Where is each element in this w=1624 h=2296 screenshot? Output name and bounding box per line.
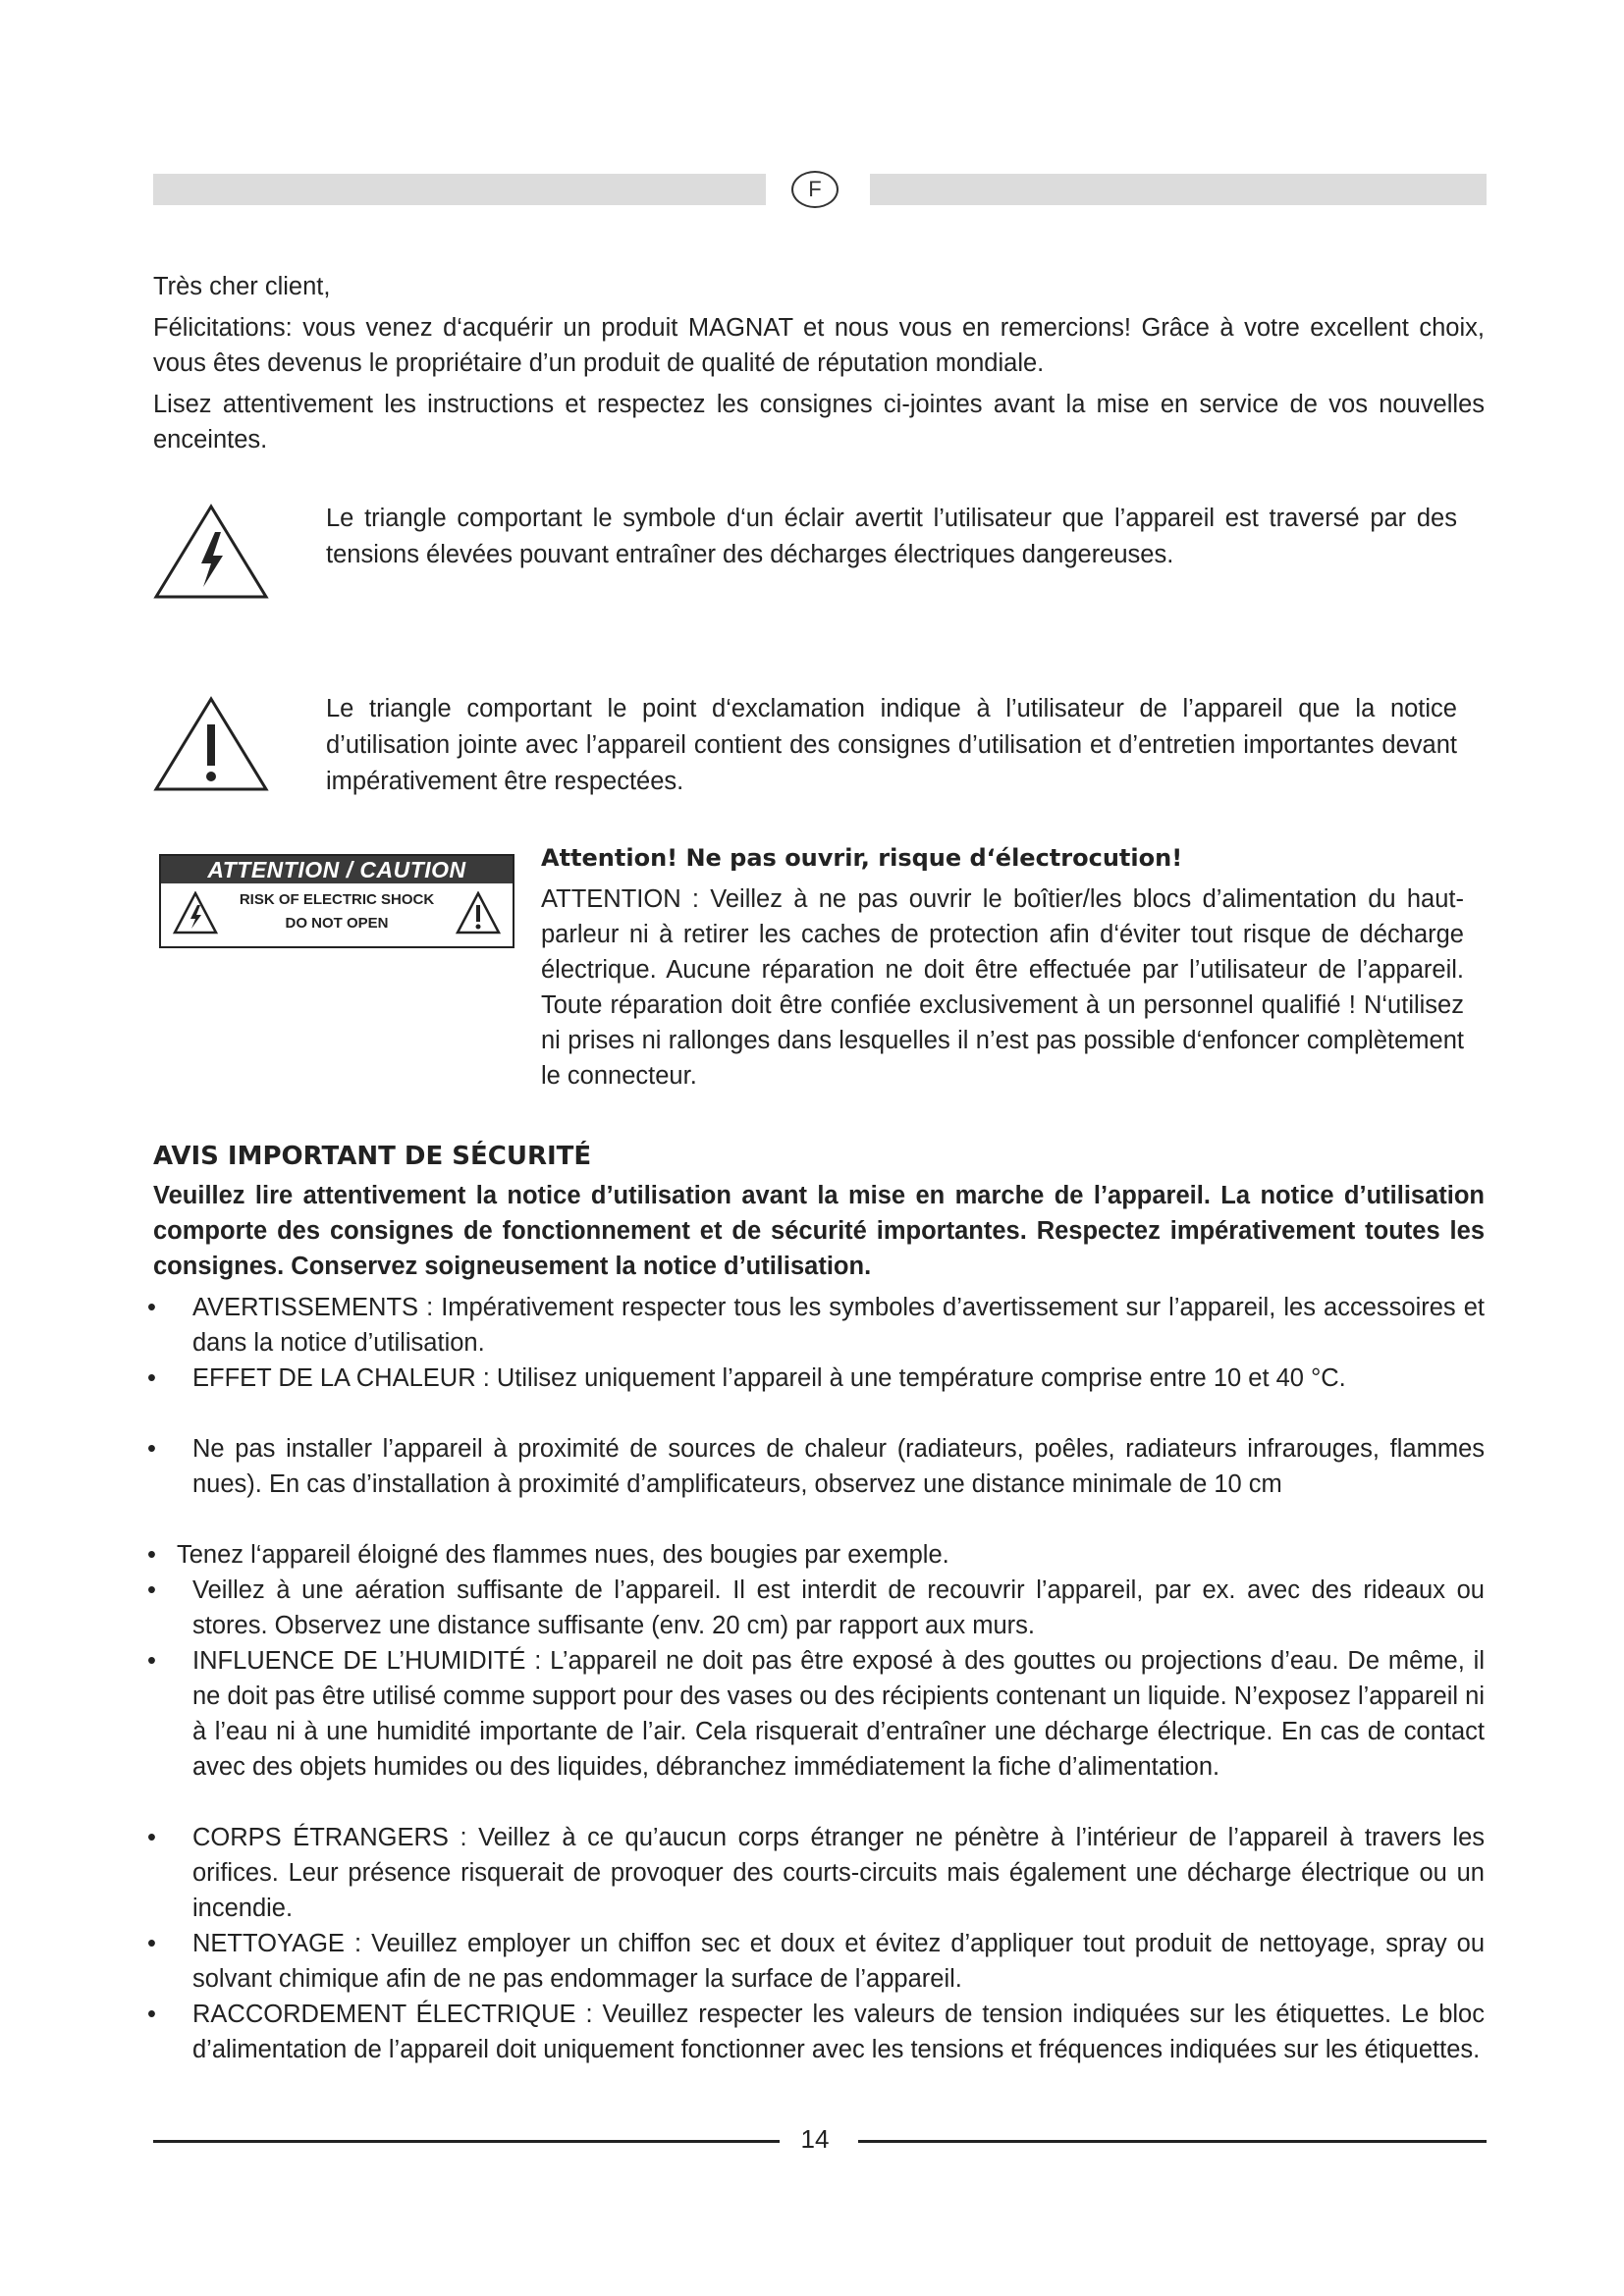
bullet-9: • xyxy=(147,2001,156,2028)
exclamation-warning-text: Le triangle comportant le point d‘exclamation indique à l’utilisateur de l’appareil que la notice d’utilisation jointe avec l’appareil contient des consignes d’utilisation et d’entretien importantes devant impérativement être respectées. xyxy=(326,695,1457,795)
safety-item-1-text: AVERTISSEMENTS : Impérativement respecter tous les symboles d’avertissement sur l’appareil, les accessoires et dans la notice d’utilisation. xyxy=(192,1294,1485,1357)
bullet-3: • xyxy=(147,1435,156,1463)
bullet-1: • xyxy=(147,1294,156,1321)
safety-item-3 xyxy=(147,1431,1485,1502)
safety-item-4-text: Tenez l‘appareil éloigné des flammes nues, des bougies par exemple. xyxy=(177,1541,949,1569)
safety-heading: AVIS IMPORTANT DE SÉCURITÉ xyxy=(153,1142,592,1171)
lightning-warning-icon xyxy=(152,503,270,601)
page-number: 14 xyxy=(800,2124,830,2154)
safety-item-3-text: Ne pas installer l’appareil à proximité de sources de chaleur (radiateurs, poêles, radiateurs infrarouges, flammes nues). En cas d’installation à proximité d’amplificateurs, observez une distance minimale de 10 cm xyxy=(192,1435,1485,1498)
safety-item-6-text: INFLUENCE DE L’HUMIDITÉ : L’appareil ne doit pas être exposé à des gouttes ou projections d’eau. De même, il ne doit pas être utilisé comme support pour des vases ou des récipients contenant un liquide. N’exposez l’appareil ni à l’eau ni à une humidité importante de l’air. Cela risquerait d’entraîner une décharge électrique. En cas de contact avec des objets humides ou des liquides, débranchez immédiatement la fiche d’alimentation. xyxy=(192,1647,1485,1781)
caution-lightning-icon xyxy=(173,891,218,936)
bullet-4: • xyxy=(147,1541,156,1569)
bullet-7: • xyxy=(147,1824,156,1851)
caution-body-text: ATTENTION : Veillez à ne pas ouvrir le boîtier/les blocs d’alimentation du haut-parleur ni à retirer les caches de protection afin d‘éviter tout risque de décharge électrique. Aucune réparation ne doit être effectuée par l’utilisateur de l’appareil. Toute réparation doit être confiée exclusivement à un personnel qualifié ! N‘utilisez ni prises ni rallonges dans lesquelles il n’est pas possible d‘enfoncer complètement le connecteur. xyxy=(541,885,1464,1090)
intro-paragraph-1: Félicitations: vous venez d‘acquérir un produit MAGNAT et nous vous en remercions! Grâce à votre excellent choix, vous êtes devenus le propriétaire d’un produit de qualité de réputation mondiale. xyxy=(153,314,1485,377)
footer-line-left xyxy=(153,2140,780,2143)
safety-item-5-text: Veillez à une aération suffisante de l’appareil. Il est interdit de recouvrir l’appareil, par ex. avec des rideaux ou stores. Observez une distance suffisante (env. 20 cm) par rapport aux murs. xyxy=(192,1576,1485,1639)
bullet-6: • xyxy=(147,1647,156,1675)
safety-item-7-text: CORPS ÉTRANGERS : Veillez à ce qu’aucun corps étranger ne pénètre à l’intérieur de l’appareil à travers les orifices. Leur présence risquerait de provoquer des courts-circuits mais également une décharge électrique ou un incendie. xyxy=(192,1824,1485,1922)
greeting: Très cher client, xyxy=(153,273,331,300)
lightning-warning-text: Le triangle comportant le symbole d‘un éclair avertit l’utilisateur que l’appareil est traversé par des tensions élevées pouvant entraîner des décharges électriques dangereuses. xyxy=(326,505,1457,568)
exclamation-warning-icon xyxy=(152,695,270,793)
safety-item-7 xyxy=(147,1820,1485,1926)
language-badge xyxy=(791,171,839,208)
caution-label-header: ATTENTION / CAUTION xyxy=(161,856,513,883)
bullet-2: • xyxy=(147,1364,156,1392)
safety-item-9 xyxy=(147,1997,1485,2067)
safety-item-2-text: EFFET DE LA CHALEUR : Utilisez uniquement l’appareil à une température comprise entre 10 et 40 °C. xyxy=(192,1364,1346,1392)
safety-item-5 xyxy=(147,1573,1485,1643)
caution-label-line-1: RISK OF ELECTRIC SHOCK xyxy=(239,891,435,908)
safety-intro: Veuillez lire attentivement la notice d’utilisation avant la mise en marche de l’appareil. La notice d’utilisation comporte des consignes de fonctionnement et de sécurité importantes. Respectez impérativement toutes les consignes. Conservez soigneusement la notice d’utilisation. xyxy=(153,1182,1485,1280)
safety-item-2 xyxy=(147,1361,1485,1396)
caution-label-line-2: DO NOT OPEN xyxy=(285,915,389,932)
bullet-8: • xyxy=(147,1930,156,1957)
safety-item-4 xyxy=(147,1537,1485,1573)
safety-item-1 xyxy=(147,1290,1485,1361)
intro-paragraph-2: Lisez attentivement les instructions et respectez les consignes ci-jointes avant la mise en service de vos nouvelles enceintes. xyxy=(153,391,1485,454)
bullet-5: • xyxy=(147,1576,156,1604)
footer-line-right xyxy=(858,2140,1487,2143)
safety-item-8 xyxy=(147,1926,1485,1997)
caution-label xyxy=(159,854,514,948)
header-bar-left xyxy=(153,174,766,205)
caution-exclamation-icon xyxy=(456,891,501,936)
language-badge-label: F xyxy=(808,177,822,201)
intro-section xyxy=(153,269,1485,457)
caution-title: Attention! Ne pas ouvrir, risque d‘électrocution! xyxy=(541,844,1183,872)
header-bar-right xyxy=(870,174,1487,205)
safety-item-9-text: RACCORDEMENT ÉLECTRIQUE : Veuillez respecter les valeurs de tension indiquées sur les étiquettes. Le bloc d’alimentation de l’appareil doit uniquement fonctionner avec les tensions et fréquences indiquées sur les étiquettes. xyxy=(192,2001,1485,2063)
safety-item-8-text: NETTOYAGE : Veuillez employer un chiffon sec et doux et évitez d’appliquer tout produit de nettoyage, spray ou solvant chimique afin de ne pas endommager la surface de l’appareil. xyxy=(192,1930,1485,1993)
safety-item-6 xyxy=(147,1643,1485,1785)
